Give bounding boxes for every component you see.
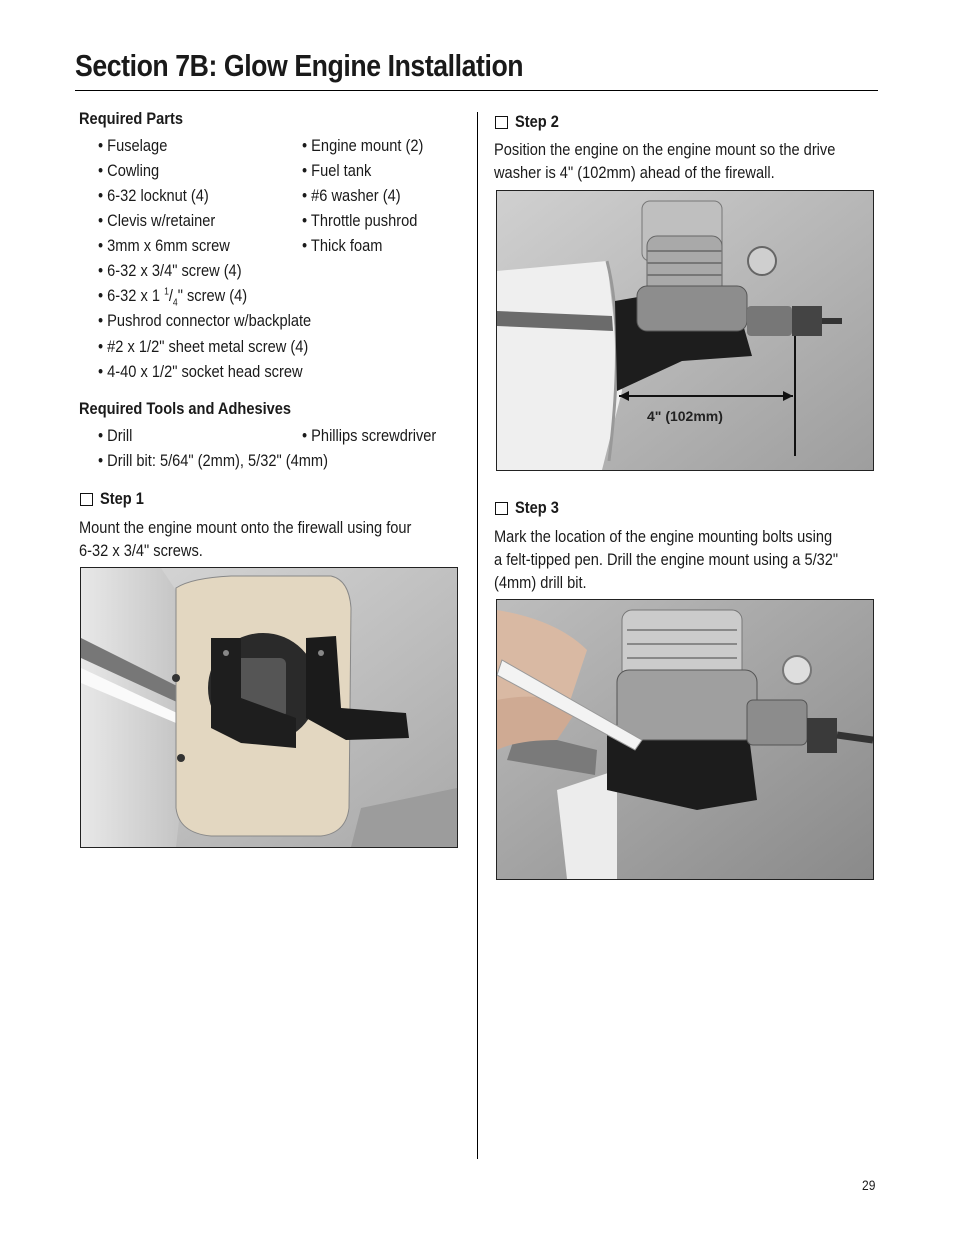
step1-text-line: 6-32 x 3/4" screws. xyxy=(79,541,203,560)
step1-illustration xyxy=(81,568,457,847)
tool-item: • Drill xyxy=(98,426,133,445)
part-item: • Thick foam xyxy=(302,236,383,255)
step2-illustration xyxy=(497,191,873,470)
part-item: • Cowling xyxy=(98,161,160,180)
title-rule xyxy=(75,90,878,91)
part-item: • Clevis w/retainer xyxy=(98,211,216,230)
part-item: • 4-40 x 1/2" socket head screw xyxy=(98,362,303,381)
part-item: • Fuel tank xyxy=(302,161,372,180)
required-parts-heading: Required Parts xyxy=(79,109,184,128)
fraction-numerator: 1 xyxy=(164,286,169,298)
step3-text-line: Mark the location of the engine mounting bolts using xyxy=(494,527,833,546)
column-divider xyxy=(477,112,478,1159)
step1-checkbox[interactable] xyxy=(80,493,93,506)
part-item: • #2 x 1/2" sheet metal screw (4) xyxy=(98,337,309,356)
step2-heading xyxy=(495,112,566,132)
page-number: 29 xyxy=(862,1177,876,1193)
step3-text-line: a felt-tipped pen. Drill the engine mount using a 5/32" xyxy=(494,550,839,569)
step3-photo xyxy=(496,599,874,880)
step2-photo xyxy=(496,190,874,471)
step1-photo xyxy=(80,567,458,848)
fraction-denominator: 4 xyxy=(172,297,178,309)
step2-text-line: washer is 4" (102mm) ahead of the firewall. xyxy=(494,163,775,182)
long-screw-suffix: " screw (4) xyxy=(177,286,248,305)
step3-label: Step 3 xyxy=(515,498,559,517)
tool-item: • Phillips screwdriver xyxy=(302,426,437,445)
required-tools-heading: Required Tools and Adhesives xyxy=(79,399,292,418)
step1-label: Step 1 xyxy=(100,489,144,508)
step2-photo-dimension-label: 4" (102mm) xyxy=(647,408,723,424)
part-item: • #6 washer (4) xyxy=(302,186,401,205)
part-item: • Engine mount (2) xyxy=(302,136,424,155)
step2-label: Step 2 xyxy=(515,112,559,131)
step3-heading xyxy=(495,498,566,518)
step2-text-line: Position the engine on the engine mount so the drive xyxy=(494,140,836,159)
step3-checkbox[interactable] xyxy=(495,502,508,515)
part-item: • Fuselage xyxy=(98,136,168,155)
step2-checkbox[interactable] xyxy=(495,116,508,129)
part-item: • 6-32 x 3/4" screw (4) xyxy=(98,261,242,280)
long-screw-prefix: • 6-32 x 1 xyxy=(98,286,165,305)
step1-text-line: Mount the engine mount onto the firewall using four xyxy=(79,518,412,537)
tool-item: • Drill bit: 5/64" (2mm), 5/32" (4mm) xyxy=(98,451,328,470)
step3-illustration xyxy=(497,600,873,879)
part-item: • 6-32 locknut (4) xyxy=(98,186,209,205)
page-title: Section 7B: Glow Engine Installation xyxy=(75,48,524,83)
part-item: • Throttle pushrod xyxy=(302,211,418,230)
step3-text-line: (4mm) drill bit. xyxy=(494,573,587,592)
part-item: • Pushrod connector w/backplate xyxy=(98,311,312,330)
part-item-long-screw xyxy=(98,286,248,309)
fraction-slash: / xyxy=(168,286,173,305)
step1-heading xyxy=(80,489,151,509)
part-item: • 3mm x 6mm screw xyxy=(98,236,230,255)
